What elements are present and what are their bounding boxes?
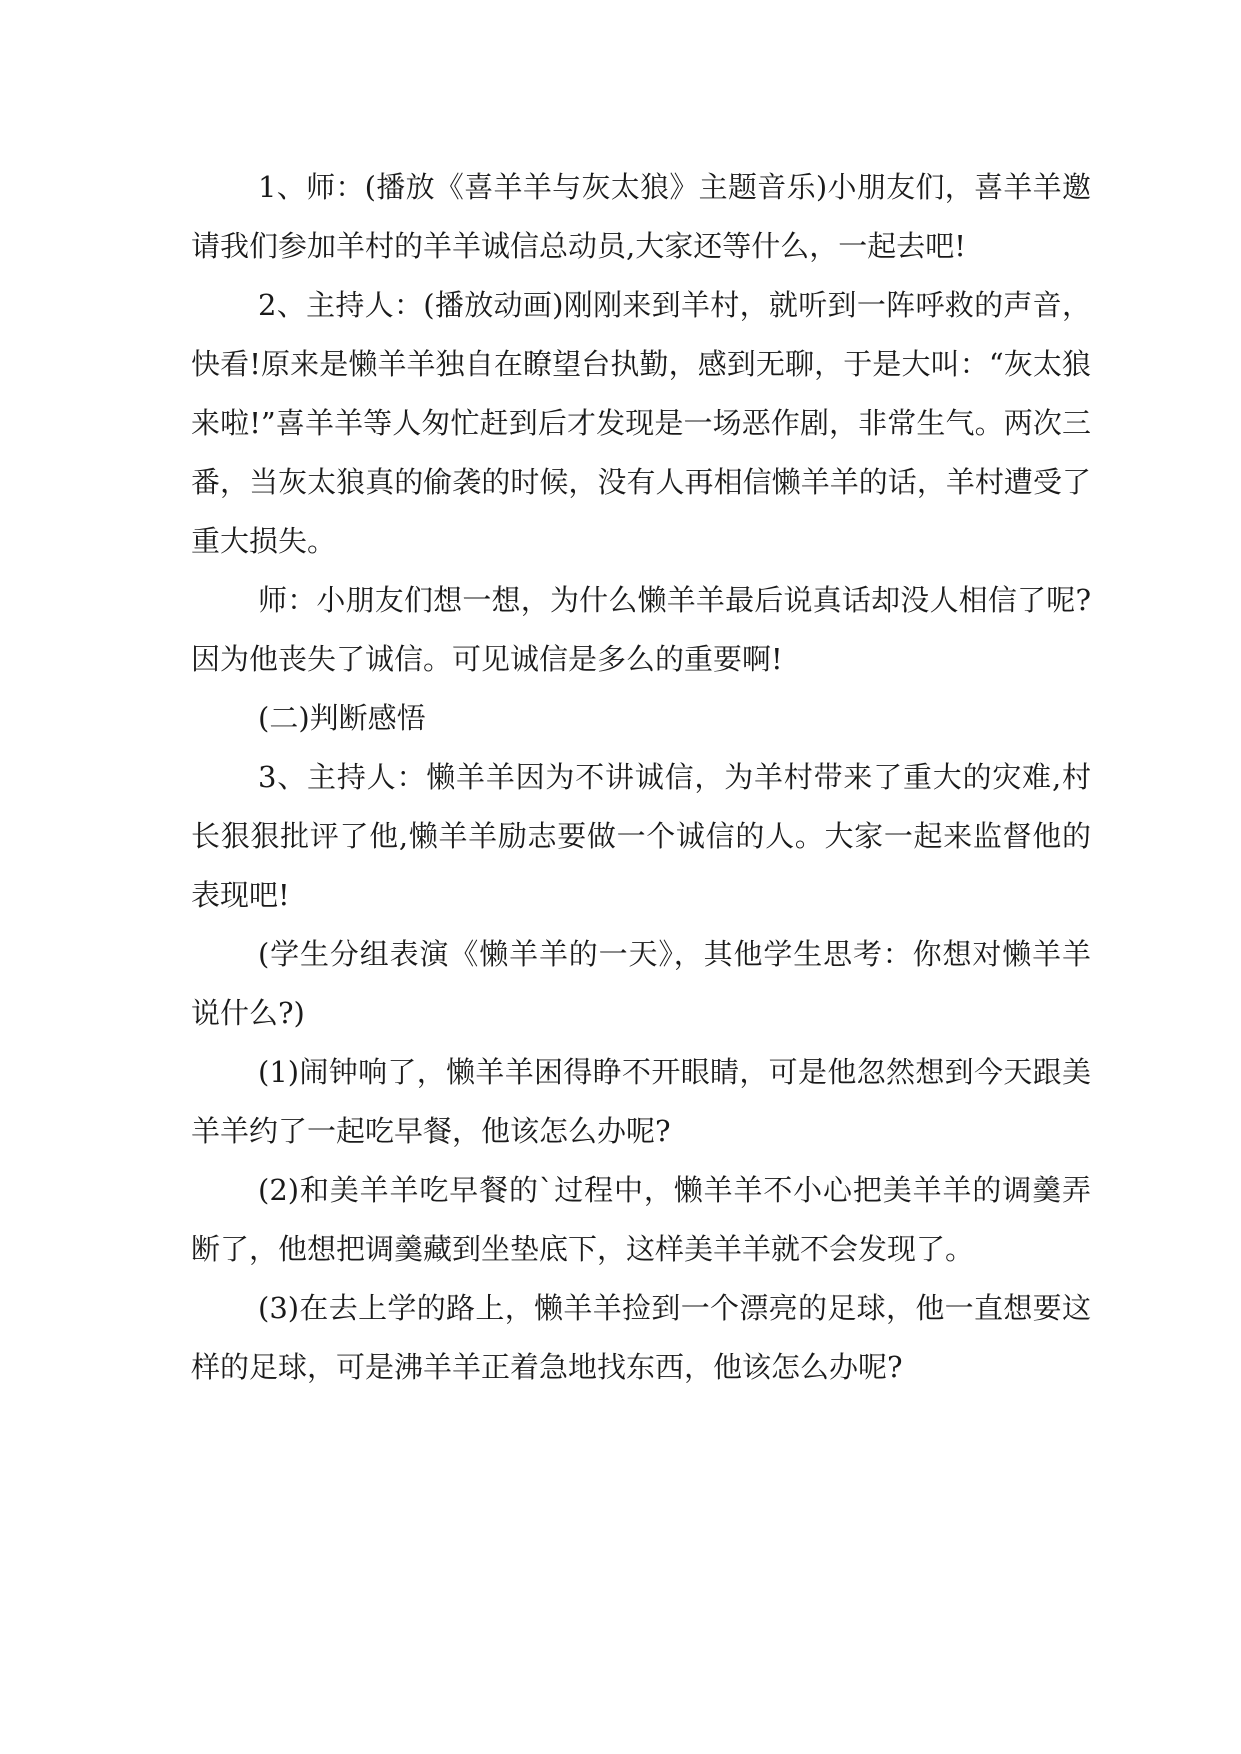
list-item-3: (3)在去上学的路上，懒羊羊捡到一个漂亮的足球，他一直想要这样的足球，可是沸羊羊正着急地找东西，他该怎么办呢? — [191, 1291, 1091, 1384]
list-item-2: (2)和美羊羊吃早餐的`过程中，懒羊羊不小心把美羊羊的调羹弄断了，他想把调羹藏到坐垫底下，这样美羊羊就不会发现了。 — [191, 1173, 1091, 1266]
paragraph-4: 3、主持人：懒羊羊因为不讲诚信，为羊村带来了重大的灾难,村长狠狠批评了他,懒羊羊励志要做一个诚信的人。大家一起来监督他的表现吧! — [191, 760, 1091, 912]
list-item-1: (1)闹钟响了，懒羊羊困得睁不开眼睛，可是他忽然想到今天跟美羊羊约了一起吃早餐，他该怎么办呢? — [191, 1055, 1091, 1148]
paragraph-3: 师：小朋友们想一想，为什么懒羊羊最后说真话却没人相信了呢?因为他丧失了诚信。可见诚信是多么的重要啊! — [191, 583, 1091, 676]
paragraph-5: (学生分组表演《懒羊羊的一天》，其他学生思考：你想对懒羊羊说什么?) — [191, 937, 1091, 1030]
section-heading: (二)判断感悟 — [258, 701, 426, 735]
paragraph-2: 2、主持人：(播放动画)刚刚来到羊村，就听到一阵呼救的声音，快看!原来是懒羊羊独自在瞭望台执勤，感到无聊，于是大叫：“灰太狼来啦!”喜羊羊等人匆忙赶到后才发现是一场恶作剧，非常生气。两次三番，当灰太狼真的偷袭的时候，没有人再相信懒羊羊的话，羊村遭受了重大损失。 — [191, 288, 1091, 558]
document-body — [191, 158, 1091, 1397]
paragraph-1: 1、师：(播放《喜羊羊与灰太狼》主题音乐)小朋友们，喜羊羊邀请我们参加羊村的羊羊诚信总动员,大家还等什么，一起去吧! — [191, 170, 1091, 263]
